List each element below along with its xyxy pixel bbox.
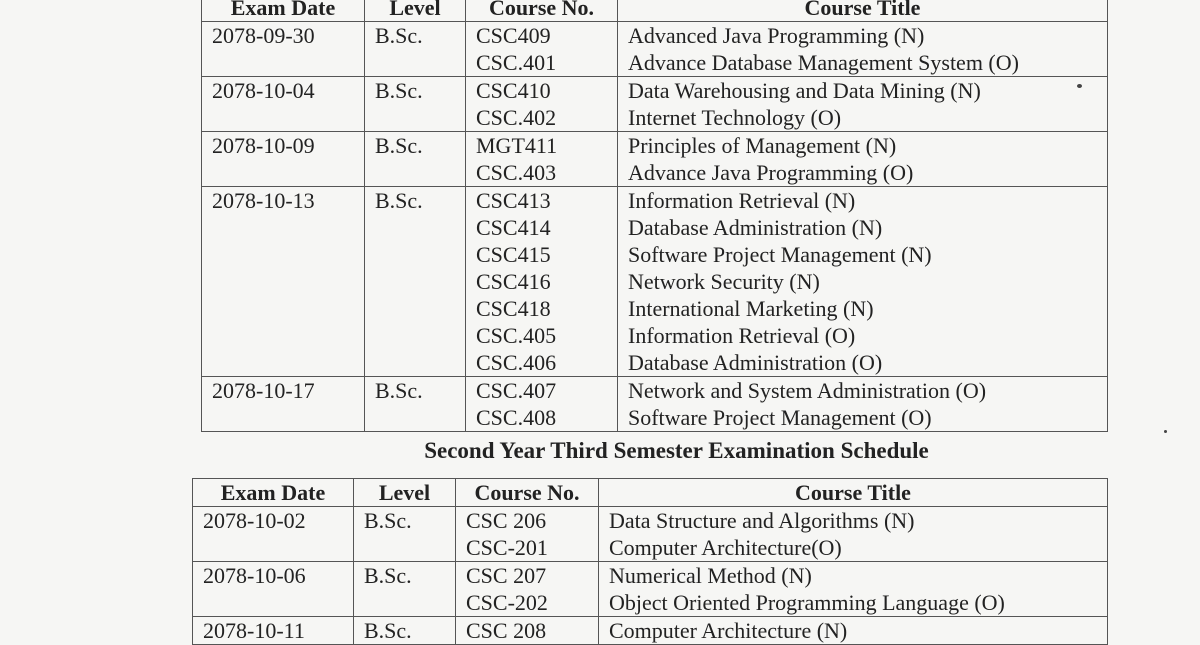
level-text: B.Sc. — [364, 618, 412, 643]
level-text: B.Sc. — [375, 23, 423, 48]
course-title-cell — [618, 22, 1108, 77]
table-row — [193, 617, 1108, 645]
course-no: CSC 206 — [466, 508, 547, 533]
exam-date-text: 2078-10-09 — [212, 133, 315, 158]
course-title: Computer Architecture (N) — [609, 618, 848, 643]
level-cell — [365, 22, 466, 77]
level-cell — [365, 132, 466, 187]
course-title: Numerical Method (N) — [609, 563, 812, 588]
course-title: Internet Technology (O) — [628, 105, 842, 130]
exam-date-cell — [193, 562, 354, 617]
table-header-row — [202, 0, 1108, 22]
course-no-cell — [456, 507, 599, 562]
course-no-cell — [456, 617, 599, 645]
exam-date-text: 2078-10-06 — [203, 563, 306, 588]
scan-speck — [1077, 84, 1082, 88]
course-title-cell — [599, 617, 1108, 645]
course-no: CSC.402 — [476, 105, 557, 130]
course-title: Advance Database Management System (O) — [628, 50, 1019, 75]
course-no: CSC418 — [476, 296, 551, 321]
header-course-title: Course Title — [618, 0, 1108, 22]
course-no: CSC.408 — [476, 405, 557, 430]
header-course-no: Course No. — [456, 479, 599, 507]
course-no: CSC409 — [476, 23, 551, 48]
scan-speck — [1164, 430, 1167, 433]
section-title: Second Year Third Semester Examination Schedule — [424, 438, 929, 463]
course-no: CSC-202 — [466, 590, 548, 615]
course-title: Network and System Administration (O) — [628, 378, 987, 403]
course-no: CSC.403 — [476, 160, 557, 185]
table-row — [193, 562, 1108, 617]
course-title: Advanced Java Programming (N) — [628, 23, 925, 48]
exam-date-text: 2078-10-02 — [203, 508, 306, 533]
table-row — [202, 187, 1108, 377]
course-no: CSC 208 — [466, 618, 547, 643]
course-title: Database Administration (O) — [628, 350, 883, 375]
exam-date-text: 2078-10-13 — [212, 188, 315, 213]
exam-date-cell — [193, 507, 354, 562]
table-row — [202, 132, 1108, 187]
table-row — [202, 377, 1108, 432]
course-no: CSC414 — [476, 215, 551, 240]
course-no: CSC-201 — [466, 535, 548, 560]
course-title: Principles of Management (N) — [628, 133, 897, 158]
level-cell — [354, 562, 456, 617]
exam-date-text: 2078-10-17 — [212, 378, 315, 403]
course-no: CSC.405 — [476, 323, 557, 348]
course-no-cell — [466, 77, 618, 132]
course-title: Data Warehousing and Data Mining (N) — [628, 78, 981, 103]
header-level: Level — [354, 479, 456, 507]
course-title: International Marketing (N) — [628, 296, 874, 321]
header-exam-date: Exam Date — [193, 479, 354, 507]
course-no-cell — [466, 22, 618, 77]
schedule-table-lower — [192, 478, 1108, 645]
level-text: B.Sc. — [364, 508, 412, 533]
level-cell — [365, 187, 466, 377]
course-no-cell — [456, 562, 599, 617]
level-text: B.Sc. — [375, 378, 423, 403]
header-exam-date: Exam Date — [202, 0, 365, 22]
level-cell — [365, 377, 466, 432]
course-title: Computer Architecture(O) — [609, 535, 842, 560]
table-row — [202, 77, 1108, 132]
exam-date-cell — [202, 77, 365, 132]
course-title: Network Security (N) — [628, 269, 820, 294]
course-no: CSC.406 — [476, 350, 557, 375]
course-title-cell — [618, 132, 1108, 187]
schedule-table-upper-body — [202, 22, 1108, 432]
level-text: B.Sc. — [364, 563, 412, 588]
level-text: B.Sc. — [375, 188, 423, 213]
level-cell — [365, 77, 466, 132]
exam-date-cell — [202, 377, 365, 432]
exam-date-text: 2078-10-11 — [203, 618, 305, 643]
table-header-row — [193, 479, 1108, 507]
course-no-cell — [466, 377, 618, 432]
course-title: Object Oriented Programming Language (O) — [609, 590, 1005, 615]
course-title-cell — [599, 562, 1108, 617]
table-row — [202, 22, 1108, 77]
table-row — [193, 507, 1108, 562]
level-text: B.Sc. — [375, 133, 423, 158]
course-title-cell — [618, 77, 1108, 132]
exam-date-cell — [202, 187, 365, 377]
course-title: Software Project Management (O) — [628, 405, 932, 430]
schedule-table-lower-body — [193, 507, 1108, 645]
course-title-cell — [599, 507, 1108, 562]
header-course-no: Course No. — [466, 0, 618, 22]
course-title: Database Administration (N) — [628, 215, 883, 240]
course-no: CSC 207 — [466, 563, 547, 588]
course-title: Advance Java Programming (O) — [628, 160, 914, 185]
exam-date-cell — [202, 132, 365, 187]
course-no-cell — [466, 187, 618, 377]
level-cell — [354, 617, 456, 645]
level-cell — [354, 507, 456, 562]
exam-date-text: 2078-09-30 — [212, 23, 315, 48]
course-no-cell — [466, 132, 618, 187]
header-level: Level — [365, 0, 466, 22]
course-no: CSC410 — [476, 78, 551, 103]
course-no: CSC413 — [476, 188, 551, 213]
course-title: Software Project Management (N) — [628, 242, 932, 267]
course-no: MGT411 — [476, 133, 558, 158]
schedule-table-upper — [201, 0, 1108, 432]
header-course-title: Course Title — [599, 479, 1108, 507]
exam-date-cell — [193, 617, 354, 645]
course-title-cell — [618, 377, 1108, 432]
level-text: B.Sc. — [375, 78, 423, 103]
course-no: CSC416 — [476, 269, 551, 294]
course-title: Information Retrieval (N) — [628, 188, 856, 213]
course-title-cell — [618, 187, 1108, 377]
exam-date-cell — [202, 22, 365, 77]
course-title: Information Retrieval (O) — [628, 323, 856, 348]
course-title: Data Structure and Algorithms (N) — [609, 508, 915, 533]
course-no: CSC415 — [476, 242, 551, 267]
course-no: CSC.407 — [476, 378, 557, 403]
course-no: CSC.401 — [476, 50, 557, 75]
exam-date-text: 2078-10-04 — [212, 78, 315, 103]
